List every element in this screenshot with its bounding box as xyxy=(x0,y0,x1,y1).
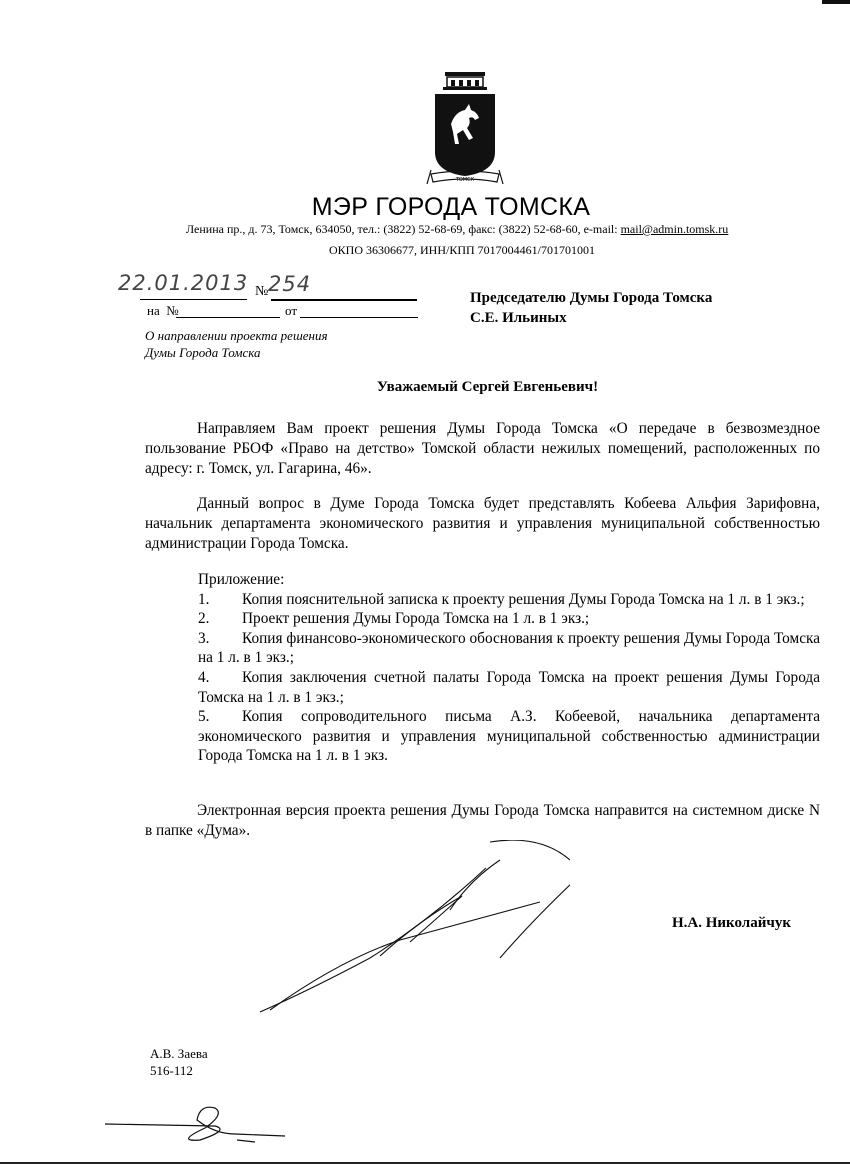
handwritten-date: 22.01.2013 xyxy=(118,271,249,295)
number-label: № xyxy=(255,284,269,299)
letter-subject: О направлении проекта решения Думы Города Томска xyxy=(145,328,328,360)
number-line xyxy=(271,299,417,301)
email-link[interactable]: mail@admin.tomsk.ru xyxy=(620,222,729,236)
coat-of-arms-icon xyxy=(425,72,505,192)
scan-bottom-edge xyxy=(0,1162,850,1164)
appendix-title: Приложение: xyxy=(198,571,285,588)
signer-name: Н.А. Николайчук xyxy=(672,915,791,931)
list-item: 2. Проект решения Думы Города Томска на 1 л. в 1 экз.; xyxy=(198,610,590,628)
paragraph-2: Данный вопрос в Думе Города Томска будет представлять Кобеева Альфия Зарифовна, начальник департамента экономического развития и управления муниципальной собственностью администрации Города Томска. xyxy=(145,495,820,552)
recipient: Председателю Думы Города Томска С.Е. Ильиных xyxy=(470,290,713,326)
appendix-list xyxy=(198,570,820,766)
sender-address: Ленина пр., д. 73, Томск, 634050, тел.: (3822) 52-68-69, факс: (3822) 52-68-60, e-mail: mail@admin.tomsk.ru xyxy=(186,222,729,236)
salutation: Уважаемый Сергей Евгеньевич! xyxy=(376,379,599,395)
date-line xyxy=(140,299,247,300)
executor-phone: 516-112 xyxy=(150,1063,193,1078)
initials-signature-icon xyxy=(105,1100,295,1150)
paragraph-1: Направляем Вам проект решения Думы Города Томска «О передаче в безвозмездное пользование РБОФ «Право на детство» Томской области нежилых помещений, расположенных по адресу: г. Томск, ул. Гагарина, 46». xyxy=(145,420,820,477)
paragraph-3: Электронная версия проекта решения Думы Города Томска направится на системном диске N в папке «Дума». xyxy=(145,802,820,839)
coat-motto: ТОМСК xyxy=(455,177,475,183)
page-title: МЭР ГОРОДА ТОМСКА xyxy=(311,193,591,221)
executor-name: А.В. Заева xyxy=(150,1046,208,1061)
list-item: 4. Копия заключения счетной палаты Города Томска на проект решения Думы Города Томска на 1 л. в 1 экз.; xyxy=(198,668,820,706)
scan-corner-mark xyxy=(822,0,850,4)
list-item: 3. Копия финансово-экономического обоснования к проекту решения Думы Города Томска на 1 л. в 1 экз.; xyxy=(198,629,820,667)
executor-info xyxy=(150,1045,208,1079)
reply-number-line xyxy=(176,317,280,318)
sender-codes: ОКПО 36306677, ИНН/КПП 7017004461/701701001 xyxy=(329,243,596,257)
list-item: 1. Копия пояснительной записка к проекту решения Думы Города Томска на 1 л. в 1 экз.; xyxy=(198,590,805,608)
list-item: 5. Копия сопроводительного письма А.З. Кобеевой, начальника департамента экономического развития и управления муниципальной собственностью администрации Города Томска на 1 л. в 1 экз. xyxy=(198,708,820,765)
reply-date-line xyxy=(300,317,418,318)
handwritten-number: 254 xyxy=(268,272,312,296)
reply-number-label: на № xyxy=(147,303,179,318)
signature-icon xyxy=(250,840,570,1020)
reply-date-label: от xyxy=(285,303,298,318)
